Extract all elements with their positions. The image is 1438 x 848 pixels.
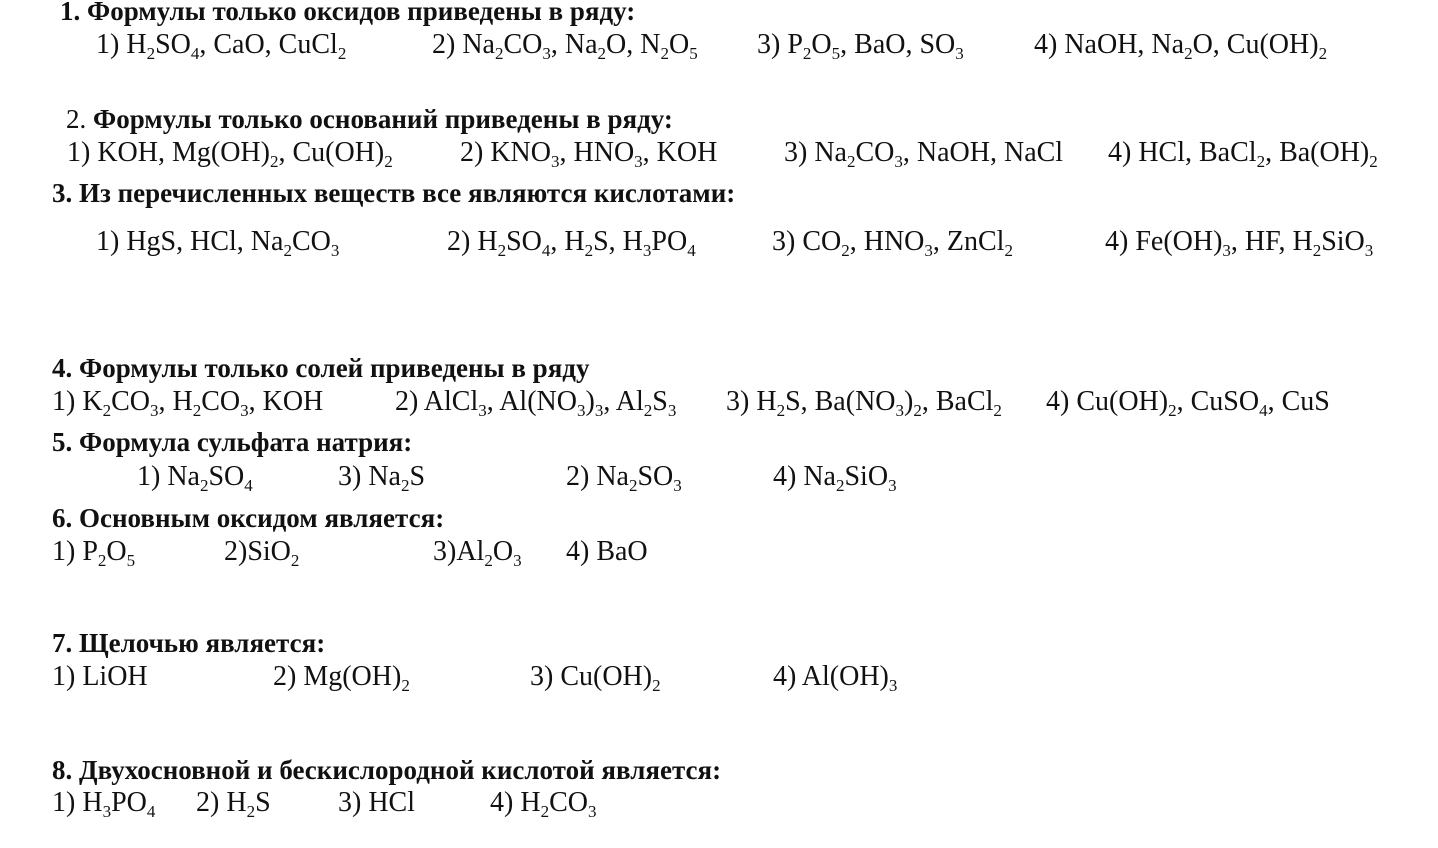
question-title: Двухосновной и бескислородной кислотой является: xyxy=(79,755,722,785)
formula-text: H xyxy=(82,787,103,818)
question-6-option-3 xyxy=(433,536,522,568)
formula-text: KOH, Mg(OH) xyxy=(97,137,270,168)
formula-text: , HNO xyxy=(849,226,925,257)
formula-text: ) xyxy=(585,386,595,417)
question-number: 1. xyxy=(60,0,81,26)
option-label: 4) xyxy=(1105,226,1136,257)
option-label: 1) xyxy=(52,661,83,692)
formula-subscript: 2 xyxy=(1312,241,1322,260)
formula-text: Na xyxy=(462,29,495,60)
formula-text: O xyxy=(669,29,690,60)
formula-text: CO xyxy=(802,226,842,257)
question-4-option-1 xyxy=(52,386,323,418)
formula-text: SiO xyxy=(844,461,889,492)
formula-subscript: 3 xyxy=(576,401,586,420)
formula-text: S xyxy=(652,386,668,417)
question-4-heading xyxy=(52,353,589,383)
question-2-option-1 xyxy=(67,137,393,169)
option-label: 1) xyxy=(96,29,127,60)
formula-subscript: 3 xyxy=(888,676,898,695)
formula-subscript: 4 xyxy=(541,241,551,260)
formula-subscript: 2 xyxy=(597,44,607,63)
option-label: 3) xyxy=(784,137,815,168)
formula-subscript: 2 xyxy=(199,476,209,495)
question-3-heading xyxy=(52,178,735,208)
question-3-option-1 xyxy=(96,226,339,258)
question-1-option-2 xyxy=(432,29,698,61)
formula-text: , CuSO xyxy=(1176,386,1260,417)
question-8-option-3 xyxy=(338,787,415,819)
question-7-option-3 xyxy=(530,661,661,693)
question-2-option-2 xyxy=(460,137,717,169)
formula-subscript: 2 xyxy=(846,152,856,171)
question-2-option-3 xyxy=(784,137,1063,169)
formula-text: H xyxy=(126,29,147,60)
formula-subscript: 2 xyxy=(628,476,638,495)
formula-subscript: 3 xyxy=(634,152,643,171)
option-label: 3) xyxy=(338,461,369,492)
question-title: Из перечисленных веществ все являются кислотами: xyxy=(79,178,736,208)
option-label: 2) xyxy=(395,386,424,417)
question-title: Формула сульфата натрия: xyxy=(79,427,413,457)
formula-text: , BaO, SO xyxy=(840,29,956,60)
question-7-heading xyxy=(52,628,325,658)
formula-subscript: 3 xyxy=(888,476,897,495)
question-7-option-2 xyxy=(273,661,410,693)
question-5-option-4 xyxy=(773,461,897,493)
formula-subscript: 2 xyxy=(835,476,845,495)
formula-text: HCl, BaCl xyxy=(1138,137,1257,168)
formula-subscript: 2 xyxy=(384,152,393,171)
formula-text: HgS, HCl, Na xyxy=(126,226,284,257)
formula-text: PO xyxy=(651,226,688,257)
formula-text: Na xyxy=(596,461,629,492)
formula-text: CO xyxy=(855,137,895,168)
question-1-option-4 xyxy=(1034,29,1327,61)
formula-text: , H xyxy=(158,386,193,417)
formula-text: H xyxy=(520,787,541,818)
formula-subscript: 4 xyxy=(190,44,200,63)
formula-subscript: 3 xyxy=(1364,241,1374,260)
formula-text: , Al(NO xyxy=(486,386,577,417)
formula-text: O xyxy=(811,29,832,60)
formula-text: CO xyxy=(549,787,588,818)
formula-subscript: 4 xyxy=(1259,401,1268,420)
question-4-option-3 xyxy=(726,386,1002,418)
formula-text: , ZnCl xyxy=(932,226,1005,257)
formula-subscript: 2 xyxy=(497,241,507,260)
option-label: 2) xyxy=(196,787,227,818)
question-8-option-1 xyxy=(52,787,155,819)
formula-text: , Cu(OH) xyxy=(278,137,385,168)
formula-text: SiO xyxy=(1321,226,1365,257)
option-label: 1) xyxy=(67,137,98,168)
formula-subscript: 2 xyxy=(1369,152,1378,171)
formula-subscript: 5 xyxy=(689,44,698,63)
option-label: 4) xyxy=(1108,137,1139,168)
question-3-option-4 xyxy=(1105,226,1373,258)
formula-subscript: 2 xyxy=(401,676,410,695)
formula-text: , Na xyxy=(550,29,598,60)
formula-text: , CuS xyxy=(1267,386,1330,417)
formula-subscript: 3 xyxy=(895,401,905,420)
formula-text: Cu(OH) xyxy=(560,661,653,692)
formula-text: H xyxy=(756,386,777,417)
formula-text: O xyxy=(106,536,127,567)
option-label: 2) xyxy=(432,29,463,60)
question-6-heading xyxy=(52,503,444,533)
question-title: Формулы только оснований приведены в ряду: xyxy=(93,104,673,134)
formula-text: LiOH xyxy=(82,661,148,692)
formula-text: S xyxy=(255,787,271,818)
formula-subscript: 2 xyxy=(1168,401,1177,420)
formula-subscript: 3 xyxy=(513,551,522,570)
formula-text: SO xyxy=(208,461,245,492)
formula-subscript: 2 xyxy=(246,802,256,821)
question-8-option-2 xyxy=(196,787,271,819)
formula-subscript: 2 xyxy=(283,241,292,260)
formula-subscript: 2 xyxy=(1184,44,1193,63)
option-label: 3) xyxy=(530,661,561,692)
formula-subscript: 4 xyxy=(687,241,696,260)
question-number: 8. xyxy=(52,755,73,785)
question-title: Щелочью является: xyxy=(79,628,326,658)
option-label: 2) xyxy=(447,226,478,257)
formula-text: S, Ba(NO xyxy=(785,386,896,417)
question-number: 6. xyxy=(52,503,73,533)
question-6-option-2 xyxy=(224,536,299,568)
option-label: 3) xyxy=(433,536,457,567)
formula-text: Na xyxy=(167,461,200,492)
option-label: 3) xyxy=(757,29,788,60)
question-5-option-2 xyxy=(566,461,682,493)
formula-text: Cu(OH) xyxy=(1076,386,1169,417)
formula-subscript: 2 xyxy=(643,401,653,420)
formula-subscript: 2 xyxy=(776,401,786,420)
option-label: 3) xyxy=(772,226,803,257)
question-8-heading xyxy=(52,755,721,785)
formula-text: AlCl xyxy=(423,386,479,417)
formula-text: , KOH xyxy=(642,137,718,168)
option-label: 1) xyxy=(52,787,83,818)
formula-subscript: 3 xyxy=(894,152,903,171)
formula-text: CO xyxy=(503,29,543,60)
option-label: 4) xyxy=(773,461,804,492)
formula-subscript: 3 xyxy=(594,401,604,420)
question-2-option-4 xyxy=(1108,137,1378,169)
formula-subscript: 2 xyxy=(993,401,1002,420)
question-1-option-1 xyxy=(96,29,346,61)
formula-subscript: 3 xyxy=(673,476,682,495)
formula-text: , HF, H xyxy=(1230,226,1313,257)
question-6-option-4 xyxy=(566,536,648,568)
formula-subscript: 2 xyxy=(494,44,504,63)
formula-text: , NaOH, NaCl xyxy=(902,137,1064,168)
formula-subscript: 2 xyxy=(1256,152,1266,171)
option-label: 4) xyxy=(773,661,802,692)
formula-subscript: 3 xyxy=(478,401,487,420)
formula-text: SO xyxy=(155,29,191,60)
formula-subscript: 2 xyxy=(337,44,347,63)
question-7-option-1 xyxy=(52,661,148,693)
formula-text: , KOH xyxy=(248,386,324,417)
formula-subscript: 2 xyxy=(802,44,812,63)
formula-text: , Al xyxy=(603,386,644,417)
question-number: 3. xyxy=(52,178,73,208)
question-5-option-1 xyxy=(137,461,253,493)
formula-subscript: 2 xyxy=(146,44,156,63)
formula-subscript: 2 xyxy=(652,676,661,695)
formula-text: PO xyxy=(111,787,147,818)
question-number: 2. xyxy=(66,104,87,134)
question-title: Формулы только солей приведены в ряду xyxy=(79,353,590,383)
question-6-option-1 xyxy=(52,536,135,568)
formula-text: Na xyxy=(803,461,836,492)
formula-subscript: 2 xyxy=(660,44,669,63)
formula-text: Na xyxy=(814,137,847,168)
formula-text: S, H xyxy=(593,226,643,257)
question-1-heading xyxy=(60,0,635,26)
formula-text: O, N xyxy=(606,29,661,60)
option-label: 3) xyxy=(726,386,757,417)
formula-text: Mg(OH) xyxy=(303,661,402,692)
option-label: 1) xyxy=(96,226,127,257)
formula-subscript: 5 xyxy=(831,44,841,63)
formula-subscript: 2 xyxy=(192,401,202,420)
question-4-option-2 xyxy=(395,386,676,418)
option-label: 1) xyxy=(137,461,168,492)
formula-subscript: 3 xyxy=(924,241,933,260)
option-label: 4) xyxy=(566,536,597,567)
formula-text: Na xyxy=(368,461,401,492)
formula-text: Fe(OH) xyxy=(1135,226,1223,257)
question-8-option-4 xyxy=(490,787,596,819)
formula-subscript: 2 xyxy=(97,551,107,570)
formula-text: HCl xyxy=(368,787,416,818)
formula-text: Al xyxy=(456,536,485,567)
formula-text: O, Cu(OH) xyxy=(1192,29,1319,60)
question-title: Формулы только оксидов приведены в ряду: xyxy=(87,0,636,26)
formula-text: CO xyxy=(291,226,331,257)
formula-text: H xyxy=(226,787,247,818)
formula-text: BaO xyxy=(596,536,648,567)
formula-subscript: 2 xyxy=(290,551,300,570)
formula-text: , BaCl xyxy=(921,386,994,417)
formula-subscript: 3 xyxy=(102,802,112,821)
question-number: 5. xyxy=(52,427,73,457)
formula-text: KNO xyxy=(490,137,551,168)
question-number: 7. xyxy=(52,628,73,658)
option-label: 4) xyxy=(1046,386,1077,417)
formula-subscript: 2 xyxy=(269,152,279,171)
formula-subscript: 2 xyxy=(913,401,922,420)
formula-text: , H xyxy=(550,226,585,257)
formula-text: CO xyxy=(201,386,241,417)
formula-text: , CaO, CuCl xyxy=(199,29,338,60)
formula-subscript: 3 xyxy=(642,241,652,260)
option-label: 2) xyxy=(460,137,491,168)
formula-text: Al(OH) xyxy=(801,661,889,692)
formula-text: K xyxy=(82,386,103,417)
option-label: 3) xyxy=(338,787,369,818)
question-4-option-4 xyxy=(1046,386,1330,418)
formula-text: P xyxy=(82,536,98,567)
formula-subscript: 3 xyxy=(551,152,560,171)
formula-text: CO xyxy=(111,386,150,417)
formula-subscript: 3 xyxy=(667,401,677,420)
formula-subscript: 4 xyxy=(146,802,156,821)
formula-subscript: 3 xyxy=(542,44,551,63)
option-label: 4) xyxy=(1034,29,1065,60)
formula-subscript: 2 xyxy=(102,401,112,420)
option-label: 1) xyxy=(52,386,83,417)
formula-text: , Ba(OH) xyxy=(1265,137,1370,168)
formula-subscript: 2 xyxy=(400,476,410,495)
formula-text: NaOH, Na xyxy=(1064,29,1185,60)
formula-subscript: 2 xyxy=(841,241,850,260)
formula-text: ) xyxy=(904,386,914,417)
formula-subscript: 2 xyxy=(584,241,594,260)
formula-subscript: 3 xyxy=(149,401,159,420)
question-3-option-3 xyxy=(772,226,1013,258)
formula-text: H xyxy=(477,226,498,257)
question-3-option-2 xyxy=(447,226,696,258)
formula-subscript: 3 xyxy=(587,802,597,821)
formula-text: SO xyxy=(637,461,674,492)
question-5-option-3 xyxy=(338,461,425,493)
question-2-heading xyxy=(66,104,673,134)
formula-subscript: 4 xyxy=(244,476,253,495)
formula-text: SO xyxy=(506,226,542,257)
formula-subscript: 2 xyxy=(540,802,550,821)
formula-subscript: 2 xyxy=(484,551,493,570)
formula-subscript: 3 xyxy=(240,401,249,420)
formula-subscript: 3 xyxy=(330,241,340,260)
option-label: 2) xyxy=(273,661,304,692)
question-5-heading xyxy=(52,427,412,457)
question-title: Основным оксидом является: xyxy=(79,503,445,533)
question-7-option-4 xyxy=(773,661,897,693)
formula-subscript: 5 xyxy=(126,551,136,570)
formula-subscript: 3 xyxy=(955,44,964,63)
formula-text: , HNO xyxy=(559,137,635,168)
option-label: 1) xyxy=(52,536,83,567)
formula-subscript: 3 xyxy=(1222,241,1231,260)
option-label: 2) xyxy=(566,461,597,492)
formula-text: S xyxy=(409,461,426,492)
option-label: 4) xyxy=(490,787,521,818)
formula-subscript: 2 xyxy=(1318,44,1328,63)
formula-text: SiO xyxy=(247,536,291,567)
formula-subscript: 2 xyxy=(1004,241,1013,260)
formula-text: P xyxy=(787,29,803,60)
question-1-option-3 xyxy=(757,29,964,61)
formula-text: O xyxy=(492,536,514,567)
option-label: 2) xyxy=(224,536,248,567)
question-number: 4. xyxy=(52,353,73,383)
